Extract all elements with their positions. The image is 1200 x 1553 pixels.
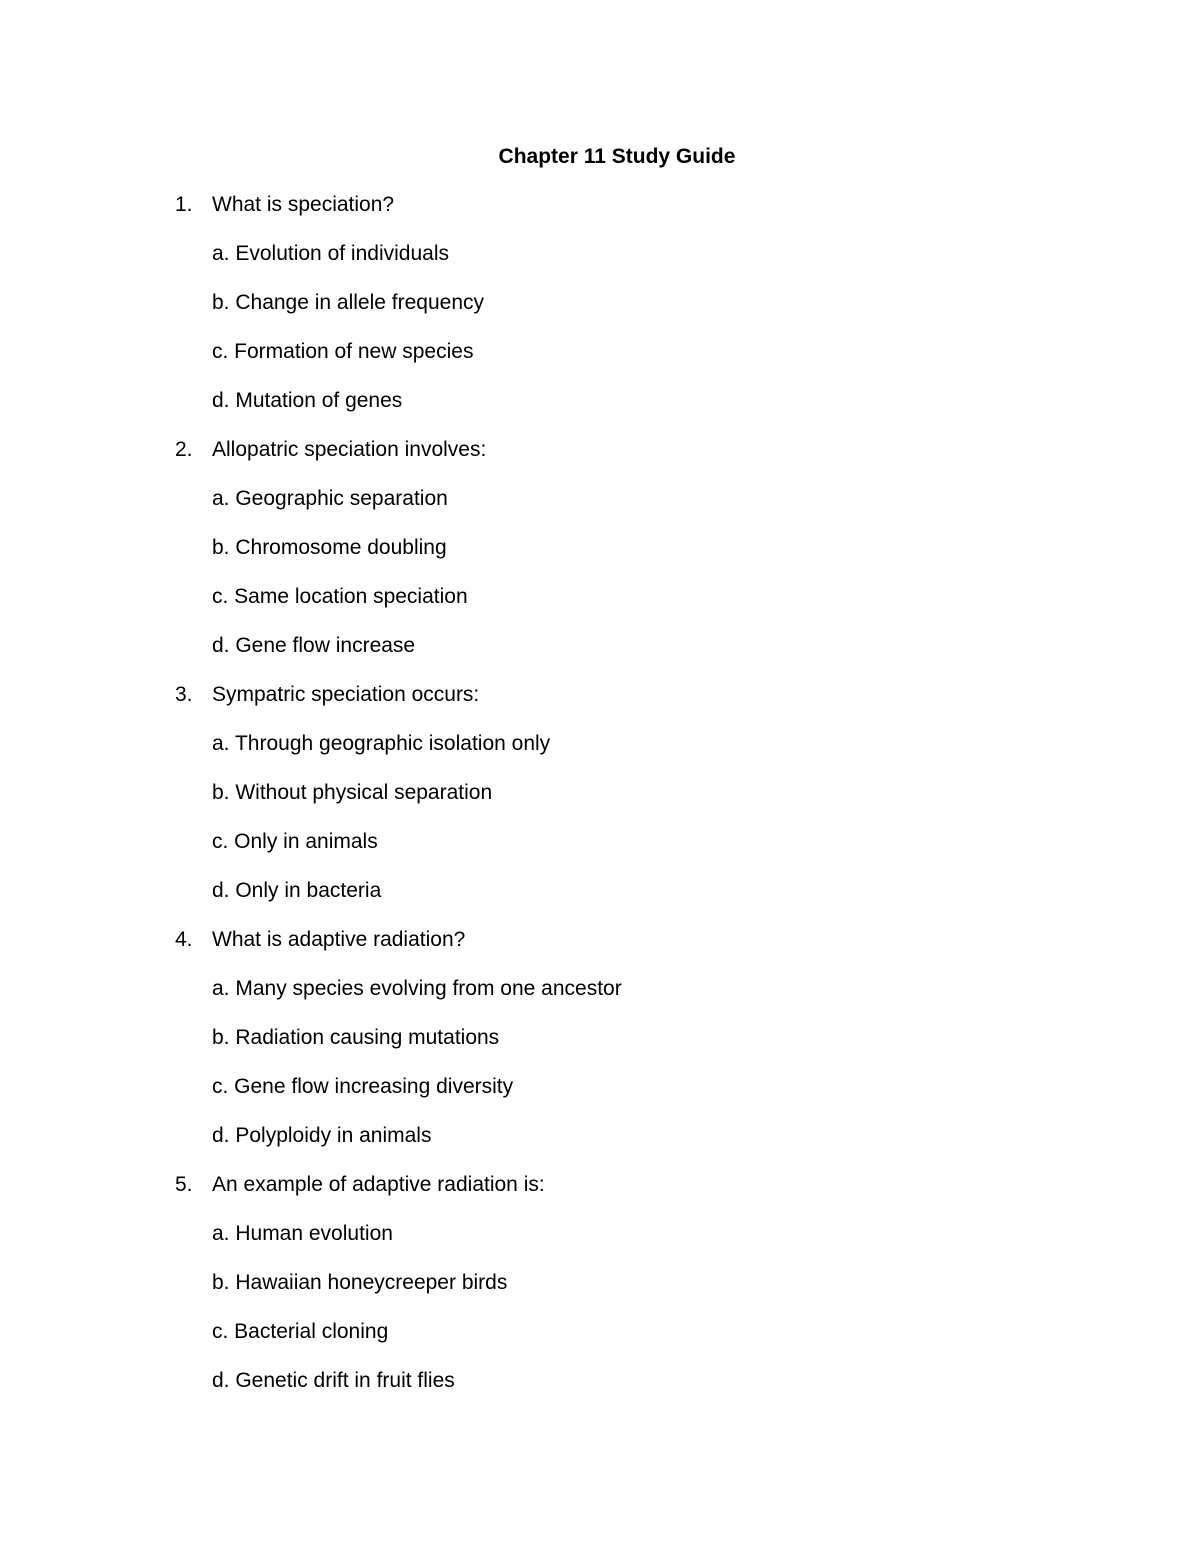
option-5c: c. Bacterial cloning — [212, 1320, 389, 1343]
question-number: 5. — [175, 1173, 193, 1196]
option-4d: d. Polyploidy in animals — [212, 1124, 432, 1147]
option-1d: d. Mutation of genes — [212, 389, 403, 412]
question-4 — [0, 926, 1200, 954]
option-2a: a. Geographic separation — [212, 487, 448, 510]
option-4b: b. Radiation causing mutations — [212, 1026, 500, 1049]
question-3 — [0, 681, 1200, 709]
question-text: Sympatric speciation occurs: — [212, 683, 480, 706]
option-3c: c. Only in animals — [212, 830, 378, 853]
question-2 — [0, 436, 1200, 464]
question-number: 4. — [175, 928, 193, 951]
option-5d: d. Genetic drift in fruit flies — [212, 1369, 455, 1392]
option-3a: a. Through geographic isolation only — [212, 732, 551, 755]
option-1c: c. Formation of new species — [212, 340, 474, 363]
question-number: 3. — [175, 683, 193, 706]
option-3b: b. Without physical separation — [212, 781, 493, 804]
option-5a: a. Human evolution — [212, 1222, 393, 1245]
option-2d: d. Gene flow increase — [212, 634, 416, 657]
question-text: What is adaptive radiation? — [212, 928, 466, 951]
option-2b: b. Chromosome doubling — [212, 536, 447, 559]
page-title: Chapter 11 Study Guide — [498, 145, 736, 168]
option-3d: d. Only in bacteria — [212, 879, 382, 902]
option-1a: a. Evolution of individuals — [212, 242, 449, 265]
option-2c: c. Same location speciation — [212, 585, 468, 608]
option-5b: b. Hawaiian honeycreeper birds — [212, 1271, 508, 1294]
question-text: Allopatric speciation involves: — [212, 438, 487, 461]
question-number: 2. — [175, 438, 193, 461]
question-text: An example of adaptive radiation is: — [212, 1173, 545, 1196]
question-1 — [0, 191, 1200, 219]
option-4c: c. Gene flow increasing diversity — [212, 1075, 514, 1098]
question-text: What is speciation? — [212, 193, 395, 216]
question-5 — [0, 1171, 1200, 1199]
option-4a: a. Many species evolving from one ancestor — [212, 977, 622, 1000]
question-number: 1. — [175, 193, 193, 216]
option-1b: b. Change in allele frequency — [212, 291, 485, 314]
